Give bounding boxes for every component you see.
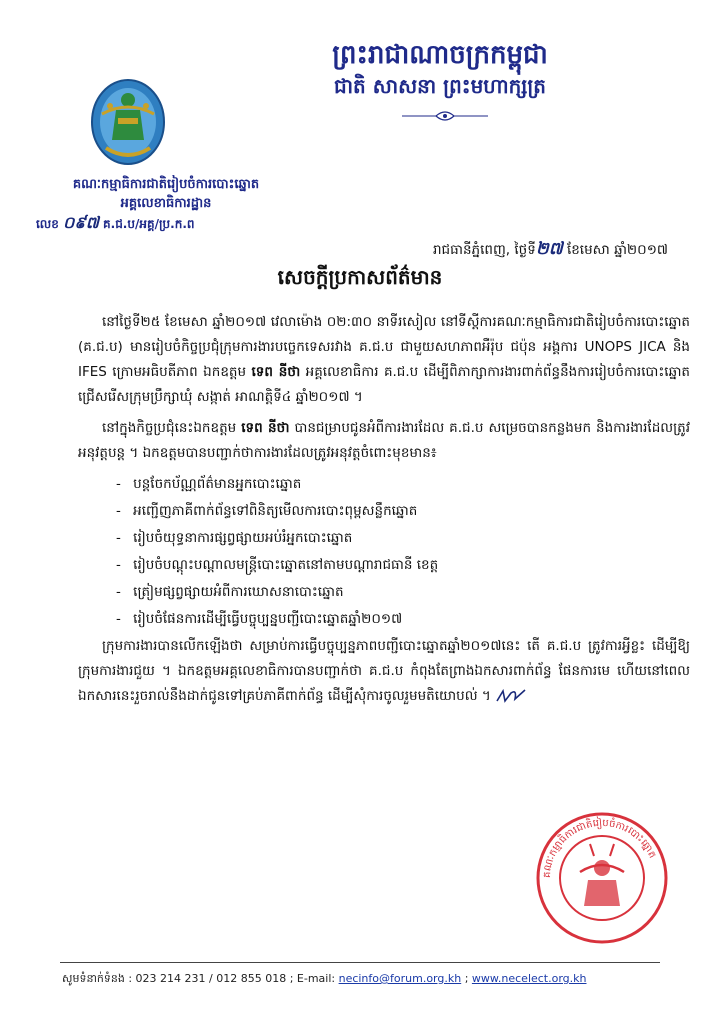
contact-label: សូមទំនាក់ទំនង : 023 214 231 / 012 855 018 ; E-mail: xyxy=(62,972,336,985)
date-suffix: ខែមេសា ឆ្នាំ២០១៧ xyxy=(566,242,668,258)
paragraph-2-part-a: នៅក្នុងកិច្ចប្រជុំនេះឯកឧត្តម xyxy=(102,420,237,436)
organization-department: អគ្គលេខាធិការដ្ឋាន xyxy=(120,196,212,211)
official-name-2: ទេព នីថា xyxy=(241,420,290,436)
list-item: - រៀបចំផែនការដើម្បីធ្វើបច្ចុប្បន្នបញ្ជីបោះឆ្នោតឆ្នាំ២០១៧ xyxy=(116,607,690,632)
date-handwritten-day: ២៧ xyxy=(535,239,563,259)
organization-name: គណៈកម្មាធិការជាតិរៀបចំការបោះឆ្នោត xyxy=(72,177,260,192)
paragraph-1-part-b: អគ្គលេខាធិការ គ.ជ.ប ដើម្បីពិភាក្សាការងារពាក់ព័ន្ធនឹងការរៀបចំការបោះឆ្នោតជ្រើសរើសក្រុមប្រឹក្សាឃុំ សង្កាត់ អាណត្តិទី៤ ឆ្នាំ២០១៧ ។ xyxy=(78,364,690,405)
organization-block xyxy=(36,175,296,234)
seal-text: គណៈកម្មាធិការជាតិរៀបចំការបោះឆ្នោត xyxy=(541,817,658,879)
task-list xyxy=(78,472,690,632)
paragraph-3 xyxy=(78,634,690,709)
official-name-1: ទេព នីថា xyxy=(251,364,301,380)
list-item: - រៀបចំបណ្តុះបណ្តាលមន្ត្រីបោះឆ្នោតនៅតាមបណ្តារាជធានី ខេត្ត xyxy=(116,553,690,578)
reference-number xyxy=(36,213,296,234)
initials-signature-icon xyxy=(495,687,531,705)
footer-separator: ; xyxy=(461,972,472,985)
paragraph-3-text: ក្រុមការងារបានលើកឡើងថា សម្រាប់ការធ្វើបច្ចុប្បន្នភាពបញ្ជីបោះឆ្នោតឆ្នាំ២០១៧នេះ តើ គ.ជ.ប ត្រូវការអ្វីខ្លះ ដើម្បីឱ្យក្រុមការងារជួយ ។ ឯកឧត្តមអគ្គលេខាធិការបានបញ្ជាក់ថា គ.ជ.ប កំពុងតែព្រាងឯកសារពាក់ព័ន្ធ ផែនការមេ ហើយនៅពេលឯកសារនេះរួចរាល់នឹងដាក់ជូនទៅគ្រប់ភាគីពាក់ព័ន្ធ ដើម្បីសុំការចូលរួមមតិយោបល់ ។ xyxy=(78,638,690,704)
document-body xyxy=(78,310,690,715)
list-item: - បន្តចែកប័ណ្ណព័ត៌មានអ្នកបោះឆ្នោត xyxy=(116,472,690,497)
reference-suffix: គ.ជ.ប/អគ្គ/ប្រ.ក.ព xyxy=(103,217,195,231)
paragraph-1-part-a: នៅថ្ងៃទី២៥ ខែមេសា ឆ្នាំ២០១៧ វេលាម៉ោង ០២:៣០ នាទីរសៀល នៅទីស្តីការគណៈកម្មាធិការជាតិរៀបចំការបោះឆ្នោត (គ.ជ.ប) មានរៀបចំកិច្ចប្រជុំក្រុមការងារបច្ចេកទេសរវាង គ.ជ.ប ជាមួយសហភាពអឺរ៉ុប ជប៉ុន អង្គការ UNOPS JICA និង IFES ក្រោមអធិបតីភាព ឯកឧត្តម xyxy=(78,314,690,380)
document-date xyxy=(433,238,668,263)
list-item: - អញ្ជើញភាគីពាក់ព័ន្ធទៅពិនិត្យមើលការបោះពុម្ពសន្លឹកឆ្នោត xyxy=(116,499,690,524)
list-item: - រៀបចំយុទ្ធនាការផ្សព្វផ្សាយអប់រំអ្នកបោះឆ្នោត xyxy=(116,526,690,551)
website-link[interactable]: www.necelect.org.kh xyxy=(471,972,587,985)
contact-email-link[interactable]: necinfo@forum.org.kh xyxy=(338,972,462,985)
paragraph-1 xyxy=(78,310,690,410)
nec-logo-icon xyxy=(88,70,168,170)
date-prefix: រាជធានីភ្នំពេញ, ថ្ងៃទី xyxy=(432,242,536,258)
official-seal-icon xyxy=(532,808,672,948)
national-motto: ជាតិ សាសនា ព្រះមហាក្សត្រ xyxy=(334,74,546,98)
footer-divider xyxy=(60,962,660,963)
reference-handwritten-number: ០៩៧ xyxy=(63,213,99,232)
paragraph-2 xyxy=(78,416,690,466)
paragraph-2-part-b: បានជម្រាបជូនអំពីការងារដែល គ.ជ.ប សម្រេចបានកន្លងមក និងការងារដែលត្រូវអនុវត្តបន្ត ។ ឯកឧត្តមបានបញ្ជាក់ថាការងារដែលត្រូវអនុវត្តចំពោះមុខមាន៖ xyxy=(78,420,691,461)
reference-prefix: លេខ xyxy=(36,217,59,231)
letterhead-kingdom xyxy=(270,38,610,100)
document-title: សេចក្តីប្រកាសព័ត៌មាន xyxy=(277,265,443,289)
contact-footer xyxy=(62,972,682,988)
list-item: - ត្រៀមផ្សព្វផ្សាយអំពីការឃោសនាបោះឆ្នោត xyxy=(116,580,690,605)
ornament-divider-icon xyxy=(400,108,490,124)
kingdom-title: ព្រះរាជាណាចក្រកម្ពុជា xyxy=(332,40,548,70)
